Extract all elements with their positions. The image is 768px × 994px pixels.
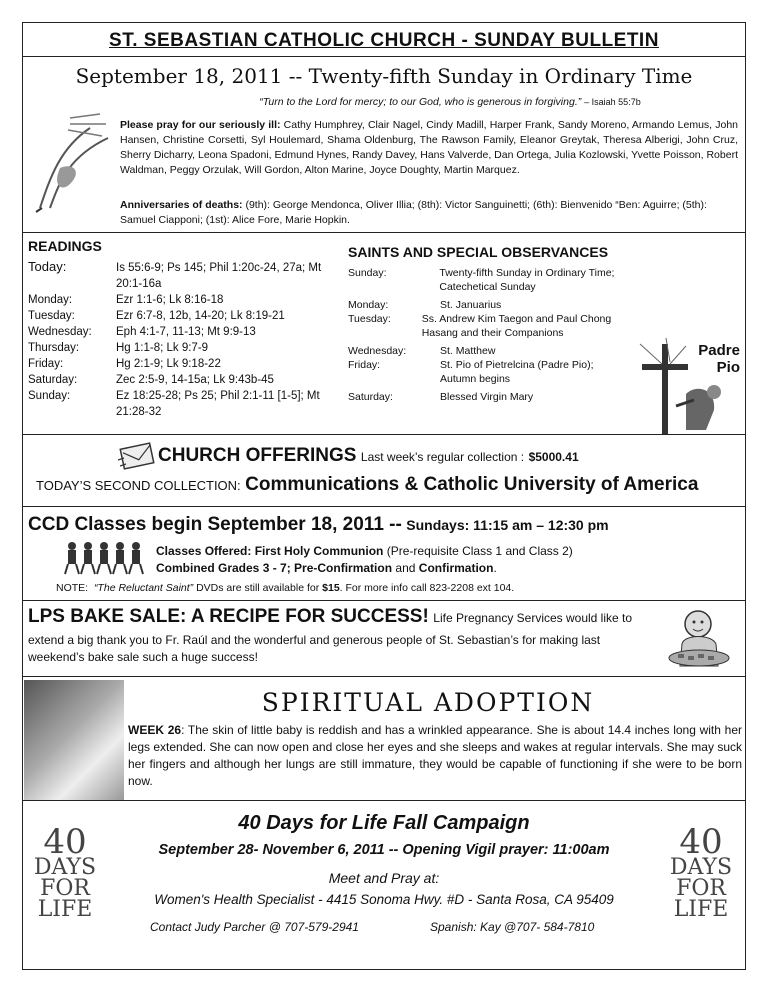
- envelope-icon: [116, 440, 156, 472]
- saint-row: [348, 312, 638, 340]
- readings-list: [28, 258, 328, 420]
- adoption-heading: SPIRITUAL ADOPTION: [261, 688, 595, 717]
- ccd-note-prefix: NOTE:: [56, 582, 89, 594]
- reading-row: [28, 308, 328, 324]
- ccd-confirmation: Confirmation: [418, 561, 494, 575]
- bake-line: [28, 606, 658, 628]
- offerings-heading: CHURCH OFFERINGS: [158, 445, 357, 466]
- reading-row: [28, 356, 328, 372]
- divider: [22, 800, 746, 801]
- reading-day: Sunday:: [28, 390, 71, 402]
- ccd-note-end: . For more info call 823-2208 ext 104.: [339, 582, 515, 594]
- divider: [22, 600, 746, 601]
- baker-illustration: [664, 604, 734, 674]
- reading-text: Zec 2:5-9, 14-15a; Lk 9:43b-45: [116, 374, 274, 386]
- adoption-body: : The skin of little baby is reddish and has a wrinkled appearance. She is about 14.4 inches long with her legs extended. She can now open and close her eyes and she sleeps and wakes at regular intervals. She may suck her fingers and although her lungs are still immature, they would be capable of functioning if she were to be born now.: [128, 723, 742, 788]
- reading-day: Monday:: [28, 294, 73, 306]
- forty-days-location: Women's Health Specialist - 4415 Sonoma Hwy. #D - Santa Rosa, CA 95409: [154, 892, 614, 907]
- forty-days-logo-left: [30, 822, 100, 923]
- ccd-grades-label: Combined Grades 3 - 7;: [156, 561, 291, 575]
- adoption-week: WEEK 26: [128, 723, 182, 737]
- date-line: September 18, 2011 -- Twenty-fifth Sunday in Ordinary Time: [75, 64, 693, 88]
- forty-days-dates: September 28- November 6, 2011 -- Opening Vigil prayer: 11:00am: [158, 842, 610, 858]
- offerings-amount: $5000.41: [528, 450, 579, 464]
- saint-text: St. Pio of Pietrelcina (Padre Pio); Autumn begins: [440, 359, 594, 385]
- second-collection: [36, 474, 756, 496]
- second-collection-value: Communications & Catholic University of America: [245, 474, 699, 495]
- divider: [22, 506, 746, 507]
- saint-row: [348, 266, 638, 294]
- reading-day: Tuesday:: [28, 310, 75, 322]
- reading-day: Friday:: [28, 358, 64, 370]
- reading-text: Ezr 1:1-6; Lk 8:16-18: [116, 294, 224, 306]
- second-collection-label: TODAY’S SECOND COLLECTION:: [36, 478, 241, 493]
- reading-text: Eph 4:1-7, 11-13; Mt 9:9-13: [116, 326, 256, 338]
- bake-heading: LPS BAKE SALE: A RECIPE FOR SUCCESS!: [28, 606, 429, 627]
- logo-days: DAYS: [669, 855, 733, 881]
- padre-pio-caption: Padre Pio: [698, 342, 740, 376]
- saint-text: Blessed Virgin Mary: [440, 391, 534, 403]
- saint-day: Wednesday:: [348, 345, 407, 357]
- reading-row: [28, 324, 328, 340]
- reading-row: [28, 340, 328, 356]
- saint-day: Sunday:: [348, 267, 387, 279]
- reading-text: Hg 1:1-8; Lk 9:7-9: [116, 342, 209, 354]
- ccd-note-price: $15: [322, 582, 340, 594]
- verse-text: “Turn to the Lord for mercy; to our God, who is generous in forgiving.”: [259, 96, 582, 108]
- forty-days-spanish: Spanish: Kay @707- 584-7810: [430, 920, 595, 934]
- baby-photo: [24, 680, 124, 800]
- ccd-offered-label: Classes Offered:: [156, 544, 252, 558]
- reading-day: Wednesday:: [28, 326, 92, 338]
- saint-day: Tuesday:: [348, 313, 391, 325]
- ccd-and: and: [395, 561, 416, 575]
- reading-day: Today:: [28, 259, 67, 274]
- reading-row: [28, 372, 328, 388]
- prayer-names: Cathy Humphrey, Clair Nagel, Cindy Madill, Harper Frank, Sandy Moreno, Armando Lemus, John Hansen, Christine Corsetti, Syl Houlemard, Shama Oldenburg, The Rawson Family, Eleanor Greytak, Theresa Alberigi, John Cruz, Sherry Dicharry, Leona Spadoni, Edmund Hynes, Randy Davey, Hans Valverde, Dan Ortega, Julia Kozlowski, Yvette Poisson, Robert Waldman, Peggy Orzulak, Will Gordon, Alton Marine, Joyce Doughty, Martin Marquez.: [120, 119, 739, 176]
- forty-days-logo-right: [666, 822, 736, 923]
- logo-number: 40: [43, 822, 87, 862]
- prayer-label: Please pray for our seriously ill:: [120, 119, 281, 131]
- saint-row: [348, 358, 638, 386]
- saint-text: Ss. Andrew Kim Taegon and Paul Chong Hasang and their Companions: [421, 313, 612, 339]
- logo-life: LIFE: [673, 897, 729, 923]
- anniversaries: [120, 198, 738, 228]
- readings-heading: READINGS: [28, 238, 102, 254]
- divider: [22, 232, 746, 233]
- saint-text: St. Januarius: [440, 299, 502, 311]
- ccd-details: [156, 543, 736, 577]
- saint-row: [348, 390, 638, 404]
- saint-day: Saturday:: [348, 391, 393, 403]
- bulletin-title: ST. SEBASTIAN CATHOLIC CHURCH - SUNDAY BULLETIN: [109, 30, 659, 51]
- offerings-line: [158, 445, 758, 467]
- bake-text: extend a big thank you to Fr. Raúl and the wonderful and generous people of St. Sebastian’s for making last weekend’s bake sale such a huge success!: [28, 633, 601, 664]
- children-icon: [64, 540, 150, 578]
- ccd-preconfirmation: Pre-Confirmation: [294, 561, 393, 575]
- saint-day: Monday:: [348, 299, 389, 311]
- reading-text: Ezr 6:7-8, 12b, 14-20; Lk 8:19-21: [116, 310, 285, 322]
- padre-pio-illustration: [636, 334, 740, 438]
- ccd-note: [56, 582, 746, 594]
- ccd-offered-note: (Pre-requisite Class 1 and Class 2): [386, 544, 573, 558]
- reading-row: [28, 258, 328, 292]
- ccd-line: [28, 514, 748, 536]
- ccd-note-title: “The Reluctant Saint”: [93, 582, 194, 594]
- forty-days-heading: 40 Days for Life Fall Campaign: [238, 812, 530, 834]
- reading-text: Hg 2:1-9; Lk 9:18-22: [116, 358, 221, 370]
- forty-days-contact: Contact Judy Parcher @ 707-579-2941: [150, 920, 359, 934]
- verse-ref: – Isaiah 55:7b: [584, 97, 641, 107]
- anniversaries-text: (9th): George Mendonca, Oliver Illia; (8th): Victor Sanguinetti; (6th): Bienvenido “Ben: Aguirre; (5th): Samuel Ciapponi; (1st): Alice Fore, Marie Hopkin.: [120, 199, 707, 226]
- saint-row: [348, 344, 638, 358]
- divider: [22, 434, 746, 435]
- ccd-offered-value: First Holy Communion: [254, 544, 384, 558]
- saint-row: [348, 298, 638, 312]
- anniversaries-label: Anniversaries of deaths:: [120, 199, 243, 211]
- reading-day: Saturday:: [28, 374, 78, 386]
- prayer-list: [120, 118, 738, 178]
- adoption-text: [128, 722, 742, 790]
- forty-days-meet: Meet and Pray at:: [328, 870, 440, 886]
- ccd-note-mid: DVDs are still available for: [196, 582, 320, 594]
- reading-text: Is 55:6-9; Ps 145; Phil 1:20c-24, 27a; Mt 20:1-16a: [116, 262, 322, 290]
- offerings-last-week-label: Last week’s regular collection :: [360, 450, 525, 464]
- saints-list: [348, 266, 638, 404]
- logo-for: FOR: [40, 876, 90, 902]
- reading-row: [28, 292, 328, 308]
- saint-text: St. Matthew: [440, 345, 496, 357]
- logo-number: 40: [679, 822, 723, 862]
- ccd-heading: CCD Classes begin September 18, 2011 --: [28, 514, 402, 535]
- praying-hands-icon: [30, 108, 114, 218]
- bake-lead: Life Pregnancy Services would like to: [433, 611, 633, 625]
- reading-text: Ez 18:25-28; Ps 25; Phil 2:1-11 [1-5]; Mt 21:28-32: [116, 390, 320, 418]
- saint-text: Twenty-fifth Sunday in Ordinary Time; Catechetical Sunday: [439, 267, 615, 293]
- logo-life: LIFE: [37, 897, 93, 923]
- ccd-times: Sundays: 11:15 am – 12:30 pm: [406, 517, 609, 533]
- verse: [180, 96, 720, 108]
- ccd-grades: Combined Grades 3 - 7; Pre-Confirmation and Confirmation.: [156, 561, 497, 575]
- reading-day: Thursday:: [28, 342, 80, 354]
- saint-day: Friday:: [348, 359, 381, 371]
- logo-for: FOR: [676, 876, 726, 902]
- divider: [22, 56, 746, 57]
- divider: [22, 676, 746, 677]
- logo-days: DAYS: [33, 855, 97, 881]
- saints-heading: SAINTS AND SPECIAL OBSERVANCES: [348, 244, 609, 260]
- reading-row: [28, 388, 328, 420]
- ccd-offered: [156, 543, 736, 560]
